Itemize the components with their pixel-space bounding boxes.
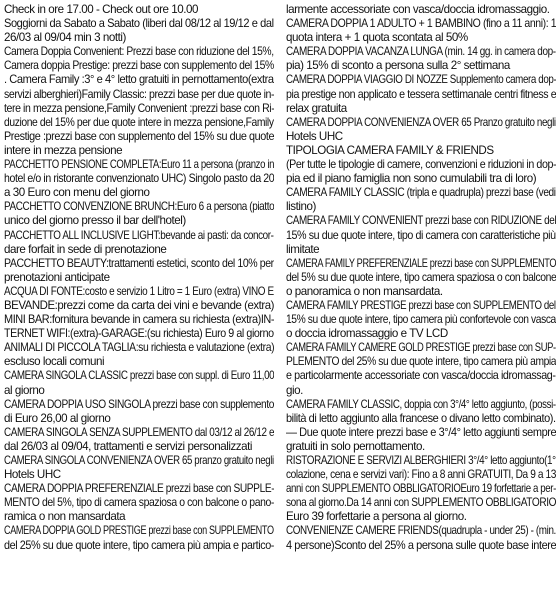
paragraph	[286, 214, 556, 256]
text-line: Euro 39 forfettarie a persona al giorno.	[286, 510, 467, 524]
text-line: dare forfait in sede di prenotazione	[4, 242, 167, 256]
text-line: duzione del 15% per due quote intere in mezza pensione,Family	[4, 115, 274, 129]
text-line: gratuiti in solo pernottamento.	[286, 439, 425, 453]
text-line: pia) 15% di sconto a persona sulla 2° settimana	[286, 59, 510, 73]
text-line: CAMERA SINGOLA SENZA SUPPLEMENTO dal 03/12 al 26/12 e	[4, 425, 274, 439]
text-line: dal 26/03 al 09/04, trattamenti e servizi personalizzati	[4, 439, 253, 453]
text-line: — Due quote intere prezzi base e 3°/4° letto aggiunti sempre	[286, 425, 556, 439]
text-line: pia ed il piano famiglia non sono cumulabili tra di loro)	[286, 172, 537, 186]
paragraph	[4, 398, 274, 426]
text-line: e particolarmente accessoriate con vasca/doccia idromassag-	[286, 369, 556, 383]
text-line: al giorno	[4, 383, 45, 397]
text-line: anni con SUPPLEMENTO OBBLIGATORIOEuro 19 forfettarie a per-	[286, 482, 556, 496]
paragraph	[4, 257, 274, 285]
text-line: escluso locali comuni	[4, 355, 105, 369]
text-line: RISTORAZIONE E SERVIZI ALBERGHIERI 3°/4° letto aggiunto(1°	[286, 454, 556, 467]
text-line: CAMERA FAMILY PREFERENZIALE prezzi base con SUPPLEMENTO	[286, 256, 556, 270]
text-line: tere in mezza pensione,Family Convenient :prezzi base con Ri-	[4, 101, 274, 115]
text-line: ACQUA DI FONTE:costo e servizio 1 Litro = 1 Euro (extra) VINO E	[4, 284, 274, 298]
text-line: CAMERA FAMILY CAMERE GOLD PRESTIGE prezzi base con SUP-	[286, 341, 556, 355]
text-line: bilità di letto aggiunto alla francese o divano letto combinato).	[286, 411, 556, 425]
text-line: pia prestige non applicato e tessera settimanale centri fitness e	[286, 87, 556, 101]
paragraph	[4, 369, 274, 397]
text-line: CAMERA FAMILY CLASSIC, doppia con 3°/4° letto aggiunto, (possi-	[286, 397, 556, 411]
text-line: o panoramica o non mansardata.	[286, 284, 443, 298]
paragraph	[4, 17, 274, 45]
paragraph	[286, 17, 556, 45]
text-line: del 25% su due quote intere, tipo camera più ampia e partico-	[4, 538, 274, 552]
text-line: di Euro 26,00 al giorno	[4, 411, 111, 425]
text-line: CAMERA DOPPIA USO SINGOLA prezzi base con supplemento	[4, 397, 274, 411]
paragraph	[286, 524, 556, 552]
text-line: CAMERA DOPPIA VIAGGIO DI NOZZE Supplemento camera dop-	[286, 73, 556, 87]
paragraph	[4, 3, 274, 17]
text-line: CAMERA FAMILY PRESTIGE prezzi base con SUPPLEMENTO del	[286, 298, 556, 312]
paragraph	[4, 524, 274, 552]
paragraph	[4, 45, 274, 158]
paragraph	[286, 186, 556, 214]
paragraph	[286, 116, 556, 144]
right-column	[286, 3, 556, 598]
text-line: CAMERA DOPPIA CONVENIENZA OVER 65 Pranzo gratuito negli	[286, 115, 556, 129]
text-line: CAMERA DOPPIA VACANZA LUNGA (min. 14 gg. in camera dop-	[286, 45, 556, 59]
paragraph	[4, 229, 274, 257]
text-line: TERNET WIFI:(extra)-GARAGE:(su richiesta) Euro 9 al giorno	[4, 327, 274, 341]
text-line: Hotels UHC	[286, 129, 343, 143]
paragraph	[286, 341, 556, 397]
text-line: 15% su due quote intere, tipo camera più confortevole con vasca	[286, 313, 556, 327]
text-line: PACCHETTO PENSIONE COMPLETA:Euro 11 a persona (pranzo in	[4, 158, 274, 172]
text-line: CAMERA SINGOLA CONVENIENZA OVER 65 pranzo gratuito negli	[4, 454, 274, 467]
paragraph	[286, 144, 556, 186]
text-line: a 30 Euro con menu del giorno	[4, 186, 150, 200]
paragraph	[4, 482, 274, 524]
text-line: prenotazioni anticipate	[4, 270, 110, 284]
text-line: quota intera + 1 quota scontata al 50%	[286, 31, 468, 45]
paragraph	[286, 257, 556, 299]
paragraph	[286, 3, 556, 17]
text-line: CAMERA SINGOLA CLASSIC prezzi base con suppl. di Euro 11,00	[4, 369, 274, 383]
paragraph	[286, 299, 556, 341]
text-line: PACCHETTO ALL INCLUSIVE LIGHT:bevande ai pasti: da concor-	[4, 228, 274, 242]
text-line: unico del giorno presso il bar dell'hotel)	[4, 214, 186, 228]
text-line: sona al giorno.Da 14 anni con SUPPLEMENTO OBBLIGATORIO	[286, 496, 556, 510]
text-line: 15% su due quote intere, tipo di camera con caratteristiche più	[286, 228, 556, 242]
text-line: . Camera Family :3° e 4° letto gratuiti in pernottamento(extra	[4, 73, 274, 87]
text-line: servizi alberghieri)Family Classic: prezzi base per due quote in-	[4, 87, 274, 101]
text-line: colazione, cena e servizi vari): Fino a 8 anni GRATUITI, Da 9 a 13	[286, 468, 556, 482]
text-line: limitate	[286, 242, 320, 256]
text-line: MINI BAR:fornitura bevande in camera su richiesta (extra)IN-	[4, 313, 274, 327]
text-line: Camera Doppia Convenient: Prezzi base con riduzione del 15%,	[4, 45, 274, 59]
text-line: relax gratuita	[286, 101, 347, 115]
text-line: o doccia idromassaggio e TV LCD	[286, 327, 448, 341]
text-line: larmente accessoriate con vasca/doccia idromassaggio.	[286, 3, 550, 16]
paragraph	[4, 341, 274, 369]
text-line: TIPOLOGIA CAMERA FAMILY & FRIENDS	[286, 143, 494, 157]
text-line: BEVANDE:prezzi come da carta dei vini e bevande (extra)	[4, 298, 274, 312]
text-line: CAMERA DOPPIA PREFERENZIALE prezzi base con SUPPLE-	[4, 482, 274, 496]
text-line: ANIMALI DI PICCOLA TAGLIA:su richiesta e valutazione (extra)	[4, 341, 274, 355]
paragraph	[4, 158, 274, 200]
text-line: (Per tutte le tipologie di camere, convenzioni e riduzioni in dop-	[286, 158, 556, 172]
text-line: 4 persone)Sconto del 25% a persona sulle quote base intere	[286, 538, 556, 552]
paragraph	[286, 73, 556, 115]
text-line: CAMERA FAMILY CONVENIENT prezzi base con RIDUZIONE del	[286, 214, 556, 228]
paragraph	[4, 285, 274, 313]
paragraph	[286, 454, 556, 524]
text-line: CONVENIENZE CAMERE FRIENDS(quadrupla - under 25) - (min.	[286, 524, 556, 538]
paragraph	[4, 454, 274, 482]
text-line: CAMERA FAMILY CLASSIC (tripla e quadrupla) prezzi base (vedi	[286, 186, 556, 200]
text-line: Camera doppia Prestige: prezzi base con supplemento del 15%	[4, 59, 274, 73]
paragraph	[4, 313, 274, 341]
text-line: listino)	[286, 200, 316, 214]
left-column	[4, 3, 274, 598]
paragraph	[4, 426, 274, 454]
paragraph	[286, 45, 556, 73]
text-line: hotel e/o in ristorante convenzionato UHC) Singolo pasto da 20	[4, 172, 274, 186]
text-line: PACCHETTO CONVENZIONE BRUNCH:Euro 6 a persona (piatto	[4, 200, 274, 214]
text-line: CAMERA DOPPIA GOLD PRESTIGE prezzi base con SUPPLEMENTO	[4, 524, 274, 538]
text-line: Soggiorni da Sabato a Sabato (liberi dal 08/12 al 19/12 e dal	[4, 17, 274, 31]
text-line: Check in ore 17.00 - Check out ore 10.00	[4, 3, 199, 16]
text-line: ramica o non mansardata	[4, 510, 126, 524]
text-line: CAMERA DOPPIA 1 ADULTO + 1 BAMBINO (fino a 11 anni): 1	[286, 17, 556, 31]
text-line: intere in mezza pensione	[4, 143, 123, 157]
text-line: PACCHETTO BEAUTY:trattamenti estetici, sconto del 10% per	[4, 256, 274, 270]
text-line: Prestige :prezzi base con supplemento del 15% su due quote	[4, 129, 274, 143]
text-line: gio.	[286, 383, 303, 397]
text-line: Hotels UHC	[4, 468, 61, 482]
text-line: del 5% su due quote intere, tipo camera spaziosa o con balcone	[286, 270, 556, 284]
paragraph	[4, 200, 274, 228]
text-line: 26/03 al 09/04 min 3 notti)	[4, 31, 126, 45]
paragraph	[286, 398, 556, 454]
text-line: PLEMENTO del 25% su due quote intere, tipo camera più ampia	[286, 355, 556, 369]
text-line: MENTO del 5%, tipo di camera spaziosa o con balcone o pano-	[4, 496, 274, 510]
